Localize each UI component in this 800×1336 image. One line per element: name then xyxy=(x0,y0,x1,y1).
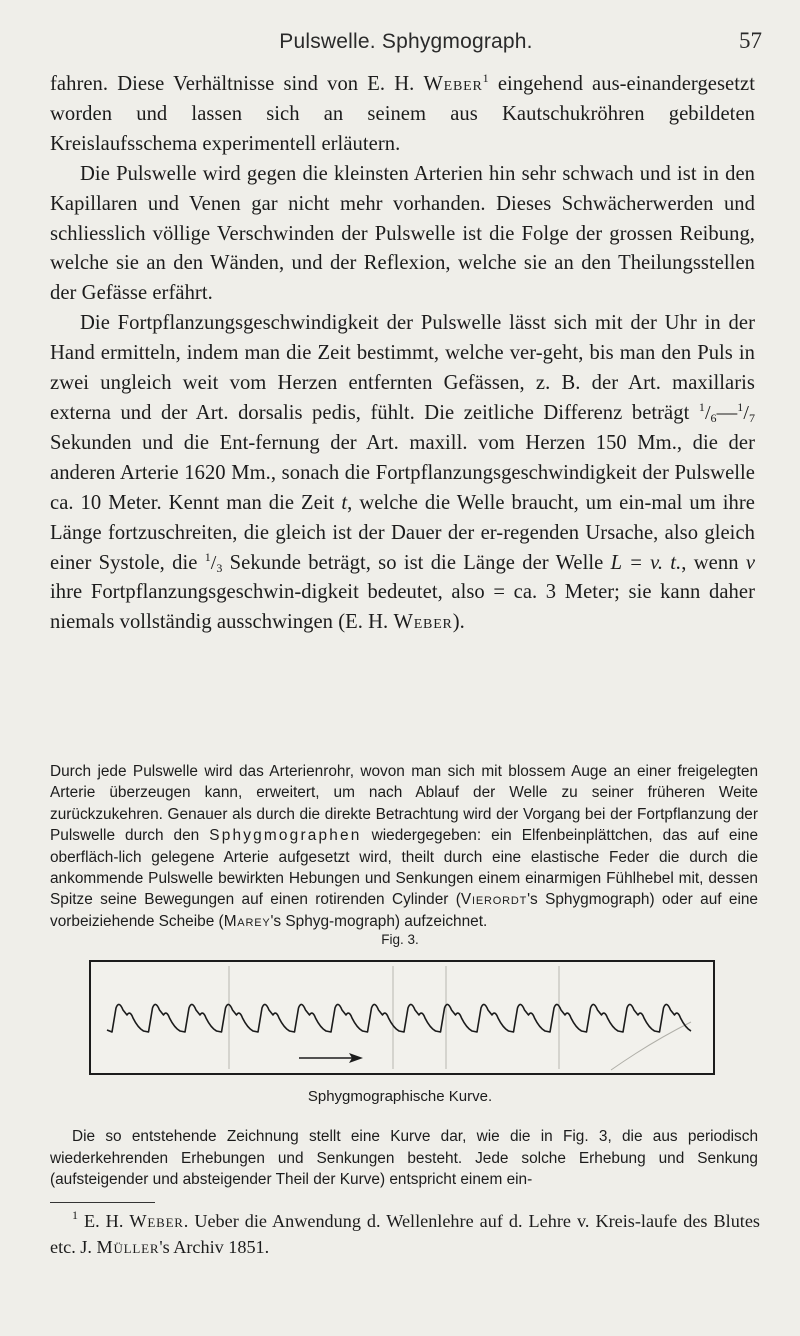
author-weber: Weber xyxy=(393,611,453,634)
frac-den: 3 xyxy=(216,560,223,575)
sp-text-d: 's Sphyg-mograph) aufzeichnet. xyxy=(270,912,488,930)
fn-text-a: E. H. xyxy=(78,1211,130,1231)
p1-text-a: fahren. Diese Verhältnisse sind von E. H. xyxy=(50,73,424,95)
variable-v: v xyxy=(745,551,756,574)
variable-t: t xyxy=(341,491,348,514)
main-text xyxy=(50,70,755,638)
post-figure-paragraph xyxy=(50,1126,758,1191)
dash: — xyxy=(716,401,738,424)
author-weber: Weber xyxy=(423,73,483,95)
paragraph-1 xyxy=(50,70,755,160)
frac-num: 1 xyxy=(737,399,744,414)
frac-den: 7 xyxy=(748,410,755,425)
sphygmogram-drawing xyxy=(91,962,713,1073)
p3-text-a: Die Fortpflanzungsgeschwindigkeit der Pulswelle lässt sich mit der Uhr in der Hand ermitteln, indem man die Zeit bestimmt, welche ver-geht, bis man den Puls in zwei ungleich weit vom Herzen entfernten Gefässen, z. B. der Art. maxillaris externa und der Art. dorsalis pedis, fühlt. Die zeitliche Differenz beträgt xyxy=(50,312,755,424)
author-weber: Weber xyxy=(129,1211,184,1231)
p3-text-d: Sekunde beträgt, so ist die Länge der Welle xyxy=(222,551,611,574)
fraction-1-3: $^1/_3$ xyxy=(204,549,223,575)
fn-text-b: . Ueber die Anwendung d. Wellenlehre auf d. Lehre v. Kreis-laufe des Blutes etc. J. xyxy=(50,1211,761,1257)
sp-text-c: 's Sphygmograph) oder auf eine vorbeiziehende Scheibe ( xyxy=(50,891,758,930)
running-title: Pulswelle. Sphygmograph. xyxy=(279,30,533,53)
p1-text-b: eingehend aus-einandergesetzt worden und lassen sich an seinem aus Kautschukröhren gebildeten Kreislaufsschema experimentell erläutern. xyxy=(50,73,755,155)
figure-label: Fig. 3. xyxy=(381,932,419,947)
formula-wavelength: L = v. t. xyxy=(610,551,682,574)
footnote-text xyxy=(50,1209,760,1260)
author-mueller: Müller xyxy=(96,1236,160,1257)
frac-den: 6 xyxy=(710,410,717,425)
sphygmogram-figure xyxy=(89,960,715,1075)
p3-text-b: Sekunden und die Ent-fernung der Art. maxill. vom Herzen 150 Mm., die der anderen Arterie 1620 Mm., sonach die Fortpflanzungsgeschwindigkeit der Pulswelle ca. 10 Meter. Kennt man die Zeit xyxy=(50,431,755,514)
p3-text-g: ). xyxy=(452,611,465,634)
fraction-1-6: $^1/_6$ xyxy=(698,399,717,425)
footnote-marker: 1 xyxy=(482,71,489,85)
paragraph-2: Die Pulswelle wird gegen die kleinsten Arterien hin sehr schwach und ist in den Kapillaren und Venen gar nicht mehr vorhanden. Dieses Schwächerwerden und schliesslich völlige Verschwinden der Pulswelle ist die Folge der grossen Reibung, welche sie an den Wänden, und der Reflexion, welche sie an den Theilungsstellen der Gefässe erfährt. xyxy=(50,162,755,305)
smallprint-text xyxy=(50,761,758,932)
frac-num: 1 xyxy=(204,549,211,564)
smallprint-paragraph xyxy=(50,761,758,932)
running-head xyxy=(50,30,762,56)
fn-text-c: 's Archiv 1851. xyxy=(159,1236,270,1257)
paragraph-3 xyxy=(50,309,755,638)
page-number: 57 xyxy=(739,28,762,53)
term-sphygmograph: Sphygmographen xyxy=(209,827,362,845)
pulse-wave-curve xyxy=(107,1004,691,1032)
fraction-1-7: $^1/_7$ xyxy=(737,399,755,425)
p3-text-e: , wenn xyxy=(681,551,746,574)
sp-text-a: Durch jede Pulswelle wird das Arterienrohr, wovon man sich mit blossem Auge an einer freigelegten Arterie überzeugen kann, erweitert, um nach Ablauf der Welle zu seiner früheren Weite zurückzukehren. Genauer als durch die direkte Betrachtung wird der Vorgang bei der Fortpflanzung der Pulswelle durch den xyxy=(50,763,758,845)
footnote-rule xyxy=(50,1202,155,1203)
figure-caption: Sphygmographische Kurve. xyxy=(307,1088,493,1105)
p3-text-c: , welche die Welle braucht, um ein-mal um ihre Länge fortzuschreiten, die gleich ist der Dauer der er-regenden Ursache, also gleich einer Systole, die xyxy=(50,491,755,574)
footnote xyxy=(50,1209,760,1260)
p3-text-f: ihre Fortpflanzungsgeschwin-digkeit bedeutet, also = ca. 3 Meter; sie kann daher niemals vollständig ausschwingen (E. H. xyxy=(50,581,755,634)
author-marey: Marey xyxy=(223,912,271,930)
post-figure-text: Die so entstehende Zeichnung stellt eine Kurve dar, wie die in Fig. 3, die aus periodisch wiederkehrenden Erhebungen und Senkungen besteht. Jede solche Erhebung und Senkung (aufsteigender und absteigender Theil der Kurve) entspricht einem ein- xyxy=(50,1128,758,1189)
footnote-mark: 1 xyxy=(72,1208,78,1222)
author-vierordt: Vierordt xyxy=(460,891,528,909)
frac-num: 1 xyxy=(698,399,705,414)
sp-text-b: wiedergegeben: ein Elfenbeinplättchen, das auf eine oberfläch-lich gelegene Arterie aufgesetzt wird, theilt durch eine elastische Feder die durch die ankommende Pulswelle bewirkten Hebungen und Senkungen einem einarmigen Fühlhebel mit, dessen Spitze seine Bewegungen auf einen rotirenden Cylinder ( xyxy=(50,827,758,909)
